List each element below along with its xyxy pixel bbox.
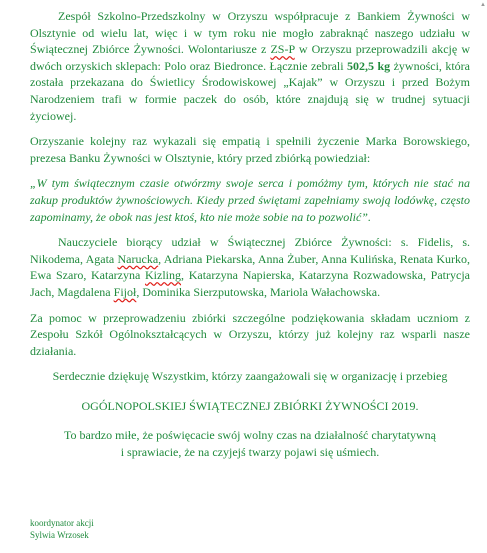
closing-line-1: To bardzo miłe, że poświęcacie swój wolny czas na działalność charytatywną — [63, 428, 436, 443]
spellcheck-word: Narucka — [117, 251, 159, 266]
event-title: OGÓLNOPOLSKIEJ ŚWIĄTECZNEJ ZBIÓRKI ŻYWNOŚCI 2019. — [81, 398, 419, 413]
paragraph-thanks-all: Serdecznie dziękuję Wszystkim, którzy zaangażowali się w organizację i przebieg — [52, 369, 448, 384]
signature-block — [30, 517, 94, 541]
paragraph-empathy: Orzyszanie kolejny raz wykazali się empatią i spełnili życzenie Marka Borowskiego, prezesa Banku Żywności w Olsztynie, który przed zbiórką powiedział: — [30, 134, 470, 165]
paragraph-intro: Zespół Szkolno-Przedszkolny w Orzyszu współpracuje z Bankiem Żywności w Olsztynie od wielu lat, więc i w tym roku nie mogło zabraknąć naszego udziału w Świątecznej Zbiórce Żywności. Wolontariusze z ZS-P w Orzyszu przeprowadzili akcję w dwóch orzyskich sklepach: Polo oraz Biedronce. Łącznie zebrali 502,5 kg żywności, która została przekazana do Świetlicy Środowiskowej „Kajak” w Orzyszu i przed Bożym Narodzeniem trafi w formie paczek do osób, które znajdują się w trudnej sytuacji życiowej. — [30, 9, 471, 123]
document-body — [30, 8, 470, 461]
collected-amount: 502,5 kg — [347, 58, 391, 73]
paragraph-thanks-students: Za pomoc w przeprowadzeniu zbiórki szczególne podziękowania składam uczniom z Zespołu Szkół Ogólnokształcących w Orzyszu, którzy już kolejny raz wsparli nasze działania. — [30, 310, 470, 358]
paragraph-quote: „W tym świątecznym czasie otwórzmy swoje serca i pomóżmy tym, których nie stać na zakup produktów żywnościowych. Kiedy przed świętami zapełniamy swoją lodówkę, często zapominamy, że obok nas jest ktoś, kto nie może sobie na to pozwolić”. — [30, 176, 470, 224]
signature-role: koordynator akcji — [30, 518, 94, 528]
spellcheck-word: Kizling — [145, 268, 182, 283]
paragraph-teachers: Nauczyciele biorący udział w Świątecznej Zbiórce Żywności: s. Fidelis, s. Nikodema, Agata Narucka, Adriana Piekarska, Anna Żuber, Anna Kulińska, Renata Kurko, Ewa Szaro, Katarzyna Kizling, Katarzyna Napierska, Katarzyna Rozwadowska, Patrycja Jach, Magdalena Fijoł, Dominika Sierzputowska, Mariola Wałachowska. — [30, 235, 470, 299]
signature-name: Sylwia Wrzosek — [30, 530, 89, 540]
scrollbar[interactable] — [479, 0, 487, 553]
closing-line-2: i sprawiacie, że na czyjejś twarzy pojawi się uśmiech. — [120, 445, 380, 460]
scroll-up-arrow-icon[interactable]: ▲ — [480, 2, 486, 8]
spellcheck-word: ZS-P — [270, 42, 295, 57]
spellcheck-word: Fijoł — [113, 284, 137, 299]
